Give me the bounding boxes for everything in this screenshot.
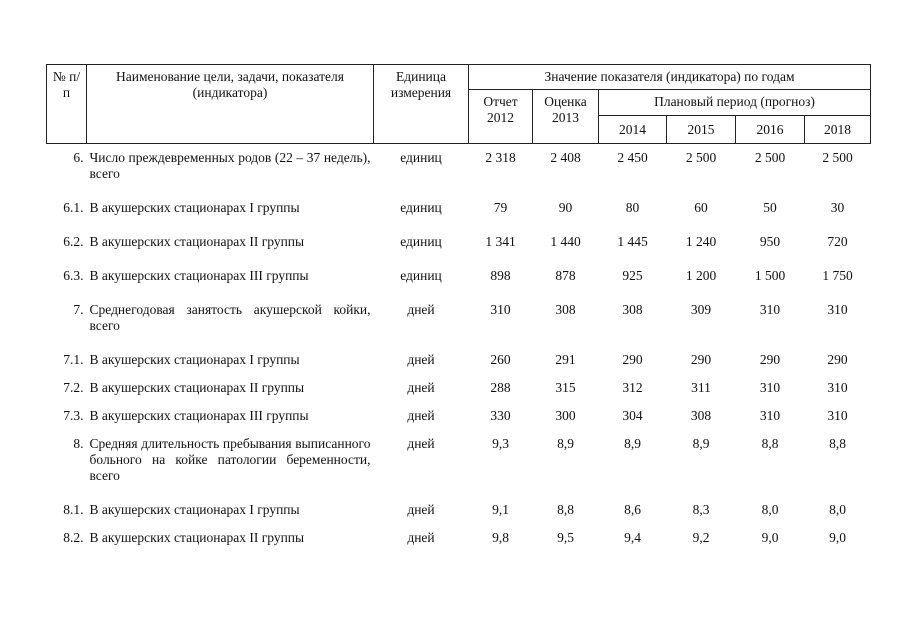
row-value-2013: 300 (555, 408, 576, 423)
row-value-2018: 8,8 (829, 436, 846, 451)
row-value-2014: 290 (622, 352, 643, 367)
row-indicator-name: В акушерских стационарах I группы (89, 352, 300, 367)
row-value-2013: 308 (555, 302, 576, 317)
row-number: 7.2. (63, 380, 84, 395)
table-row (47, 380, 871, 408)
row-indicator-name: В акушерских стационарах I группы (89, 502, 300, 517)
row-value-2014: 925 (622, 268, 643, 283)
row-value-2018: 8,0 (829, 502, 846, 517)
row-value-2012: 330 (490, 408, 511, 423)
row-unit: дней (407, 436, 435, 451)
row-value-2014: 2 450 (617, 150, 648, 165)
header-unit: Единица измерения (374, 65, 469, 144)
row-unit: дней (407, 530, 435, 545)
row-value-2016: 8,0 (761, 502, 779, 517)
row-value-2015: 9,2 (692, 530, 710, 545)
row-indicator-name: В акушерских стационарах II группы (89, 380, 305, 395)
row-value-2015: 2 500 (685, 150, 717, 165)
header-report-2012: Отчет 2012 (469, 90, 533, 144)
row-value-2015: 8,9 (692, 436, 710, 451)
row-value-2012: 9,3 (492, 436, 509, 451)
table-row (47, 234, 871, 268)
row-value-2018: 9,0 (829, 530, 846, 545)
table-header (47, 65, 871, 144)
row-value-2014: 8,6 (624, 502, 641, 517)
row-value-2016: 290 (759, 352, 781, 367)
row-value-2014: 8,9 (624, 436, 641, 451)
row-value-2013: 9,5 (557, 530, 574, 545)
header-year-2018: 2018 (805, 116, 871, 144)
row-unit: единиц (400, 234, 442, 249)
table-row (47, 352, 871, 380)
row-number: 6. (73, 150, 84, 165)
table-body (47, 144, 871, 565)
row-unit: дней (407, 352, 435, 367)
row-value-2013: 8,9 (557, 436, 574, 451)
row-value-2016: 950 (759, 234, 781, 249)
table-row (47, 530, 871, 564)
row-value-2014: 304 (622, 408, 643, 423)
table-row (47, 502, 871, 530)
row-value-2013: 1 440 (550, 234, 581, 249)
row-unit: дней (407, 502, 435, 517)
row-value-2012: 9,1 (492, 502, 509, 517)
row-value-2012: 310 (490, 302, 511, 317)
row-unit: единиц (400, 268, 442, 283)
document-page (46, 64, 870, 564)
row-indicator-name: Число преждевременных родов (22 – 37 недель), всего (89, 150, 371, 181)
row-value-2012: 2 318 (485, 150, 516, 165)
row-value-2015: 311 (691, 380, 711, 395)
row-value-2018: 310 (827, 302, 848, 317)
row-value-2014: 80 (625, 200, 640, 215)
row-indicator-name: В акушерских стационарах II группы (89, 530, 305, 545)
table-row (47, 408, 871, 436)
row-value-2018: 1 750 (822, 268, 853, 283)
row-number: 6.1. (63, 200, 84, 215)
row-value-2015: 1 240 (685, 234, 717, 249)
row-value-2016: 8,8 (761, 436, 779, 451)
header-values-group: Значение показателя (индикатора) по годам (469, 65, 871, 90)
row-value-2015: 290 (690, 352, 712, 367)
row-number: 8.1. (63, 502, 84, 517)
row-value-2018: 2 500 (822, 150, 853, 165)
row-value-2013: 878 (555, 268, 576, 283)
row-value-2015: 308 (690, 408, 712, 423)
row-indicator-name: В акушерских стационарах III группы (89, 268, 309, 283)
row-number: 8. (73, 436, 84, 451)
row-value-2016: 2 500 (754, 150, 786, 165)
row-value-2015: 60 (694, 200, 708, 215)
row-value-2012: 260 (490, 352, 511, 367)
table-row (47, 268, 871, 302)
row-value-2014: 312 (622, 380, 643, 395)
row-value-2018: 30 (830, 200, 845, 215)
header-estimate-2013: Оценка 2013 (533, 90, 599, 144)
row-indicator-name: В акушерских стационарах III группы (89, 408, 309, 423)
row-value-2014: 1 445 (617, 234, 648, 249)
table-row (47, 200, 871, 234)
row-value-2013: 291 (555, 352, 576, 367)
row-value-2016: 50 (763, 200, 777, 215)
row-value-2015: 8,3 (692, 502, 710, 517)
row-value-2012: 288 (490, 380, 511, 395)
row-number: 8.2. (63, 530, 84, 545)
row-indicator-name: Средняя длительность пребывания выписанного больного на койке патологии беременности, всего (89, 436, 371, 483)
row-number: 7.1. (63, 352, 84, 367)
header-year-2014: 2014 (599, 116, 667, 144)
row-value-2016: 9,0 (761, 530, 779, 545)
row-number: 7. (73, 302, 84, 317)
row-value-2012: 1 341 (485, 234, 516, 249)
header-year-2016: 2016 (736, 116, 805, 144)
header-plan-group: Плановый период (прогноз) (599, 90, 871, 116)
header-number: № п/п (47, 65, 87, 144)
row-number: 6.2. (63, 234, 84, 249)
table-row (47, 302, 871, 352)
row-value-2016: 310 (759, 302, 781, 317)
row-value-2013: 2 408 (550, 150, 581, 165)
header-year-2015: 2015 (667, 116, 736, 144)
table-row (47, 144, 871, 201)
row-value-2018: 310 (827, 380, 848, 395)
header-name: Наименование цели, задачи, показателя (индикатора) (87, 65, 374, 144)
row-value-2013: 90 (558, 200, 573, 215)
row-value-2012: 9,8 (492, 530, 509, 545)
row-unit: дней (407, 302, 435, 317)
row-value-2013: 8,8 (557, 502, 574, 517)
row-value-2015: 309 (690, 302, 712, 317)
row-value-2016: 1 500 (754, 268, 786, 283)
row-value-2018: 720 (827, 234, 848, 249)
row-value-2018: 290 (827, 352, 848, 367)
indicators-table (46, 64, 871, 564)
row-value-2012: 79 (493, 200, 508, 215)
row-value-2015: 1 200 (685, 268, 717, 283)
row-value-2018: 310 (827, 408, 848, 423)
row-number: 7.3. (63, 408, 84, 423)
row-unit: единиц (400, 200, 442, 215)
row-number: 6.3. (63, 268, 84, 283)
row-value-2014: 308 (622, 302, 643, 317)
row-value-2016: 310 (759, 408, 781, 423)
row-value-2013: 315 (555, 380, 576, 395)
row-unit: дней (407, 380, 435, 395)
table-row (47, 436, 871, 502)
row-indicator-name: Среднегодовая занятость акушерской койки, всего (89, 302, 371, 333)
row-value-2016: 310 (759, 380, 781, 395)
row-unit: единиц (400, 150, 442, 165)
row-value-2014: 9,4 (624, 530, 641, 545)
row-indicator-name: В акушерских стационарах I группы (89, 200, 300, 215)
row-value-2012: 898 (490, 268, 511, 283)
row-unit: дней (407, 408, 435, 423)
row-indicator-name: В акушерских стационарах II группы (89, 234, 305, 249)
